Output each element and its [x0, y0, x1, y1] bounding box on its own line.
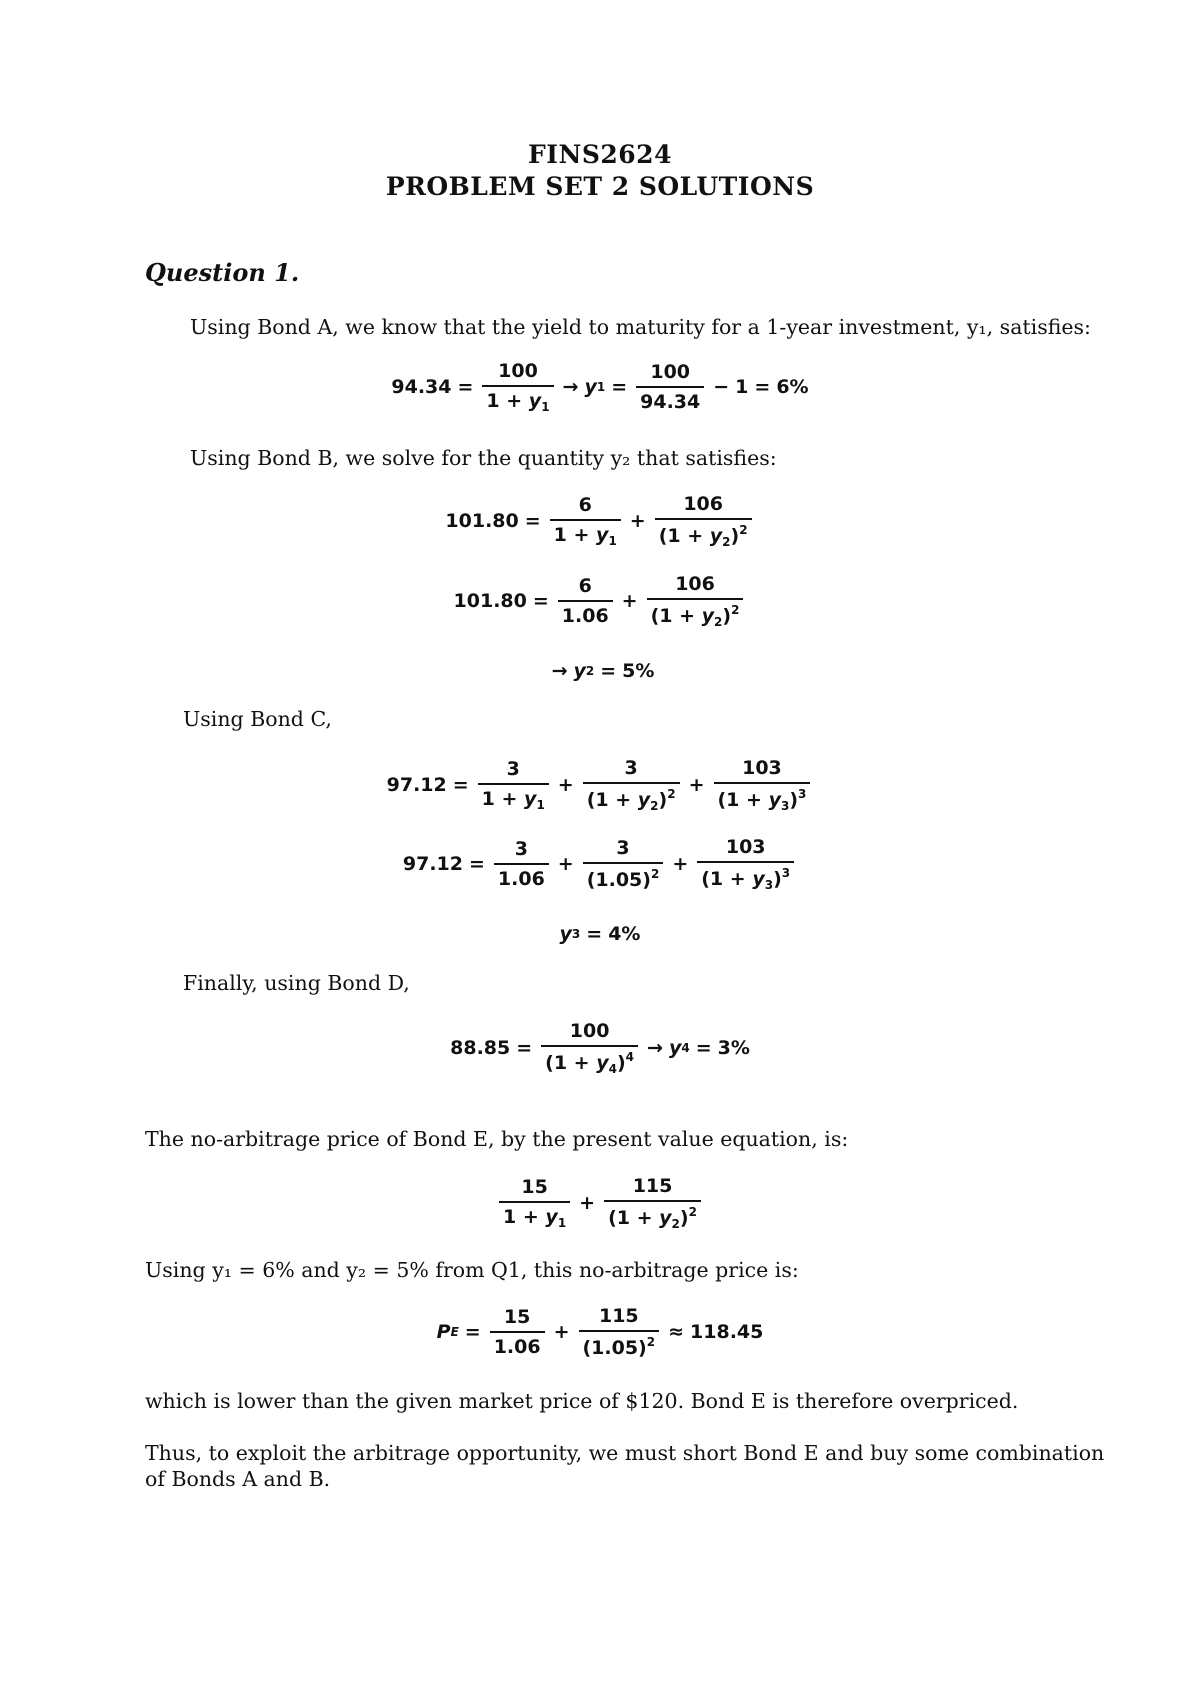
paragraph-bond-e-yields: Using y₁ = 6% and y₂ = 5% from Q1, this no-arbitrage price is:: [145, 1258, 799, 1282]
equation-bond-a: 94.34 = $\frac{100}{1 + y_1}$ → y 1 = $\frac{100}{94.34}$ − 1 = 6%: [391, 360, 809, 414]
paragraph-bond-e-intro: The no-arbitrage price of Bond E, by the present value equation, is:: [145, 1127, 849, 1151]
eq-a-fraction-2: $\frac{100}{94.34}$: [636, 361, 704, 413]
equation-bond-b-result: → y 2 = 5%: [551, 660, 655, 682]
paragraph-bond-a: Using Bond A, we know that the yield to maturity for a 1-year investment, y₁, satisfies:: [190, 315, 1091, 339]
document-course-code: FINS2624: [528, 140, 672, 169]
equation-bond-b-1: 101.80 = $\frac{6}{1 + y_1}$ + $\frac{106}{(1 + y_2)^2}$: [0, 493, 1200, 549]
eq-a-result: 6%: [776, 376, 809, 398]
paragraph-arbitrage-line-2: of Bonds A and B.: [145, 1467, 331, 1491]
question-heading: Question 1.: [145, 258, 300, 287]
paragraph-bond-d: Finally, using Bond D,: [183, 971, 410, 995]
document-title: PROBLEM SET 2 SOLUTIONS: [385, 172, 815, 201]
equation-bond-b-2: 101.80 = $\frac{6}{1.06}$ + $\frac{106}{(1 + y_2)^2}$: [0, 573, 1200, 629]
equation-bond-e-general: $\frac{15}{1 + y_1}$ + $\frac{115}{(1 + y_2)^2}$: [0, 1175, 1200, 1231]
eq-a-fraction-1: $\frac{100}{1 + y_1}$: [482, 360, 553, 414]
equation-bond-c-1: 97.12 = $\frac{3}{1 + y_1}$ + $\frac{3}{(1 + y_2)^2}$ + $\frac{103}{(1 + y_3)^3}$: [0, 757, 1200, 813]
paragraph-overpriced: which is lower than the given market price of $120. Bond E is therefore overpriced.: [145, 1389, 1019, 1413]
paragraph-bond-c: Using Bond C,: [183, 707, 332, 731]
eq-e-approx-price: 118.45: [690, 1321, 764, 1343]
eq-a-price: 94.34: [391, 376, 452, 398]
equation-bond-e-price: P E = $\frac{15}{1.06}$ + $\frac{115}{(1.05)^2}$ ≈ 118.45: [436, 1305, 764, 1359]
paragraph-arbitrage-line-1: Thus, to exploit the arbitrage opportunity, we must short Bond E and buy some combination: [145, 1441, 1105, 1465]
equation-bond-c-2: 97.12 = $\frac{3}{1.06}$ + $\frac{3}{(1.05)^2}$ + $\frac{103}{(1 + y_3)^3}$: [0, 836, 1200, 892]
equation-bond-d: 88.85 = $\frac{100}{(1 + y_4)^4}$ → y 4 = 3%: [450, 1020, 750, 1076]
paragraph-bond-b: Using Bond B, we solve for the quantity y₂ that satisfies:: [190, 446, 777, 470]
equation-bond-c-result: y 3 = 4%: [559, 923, 641, 945]
